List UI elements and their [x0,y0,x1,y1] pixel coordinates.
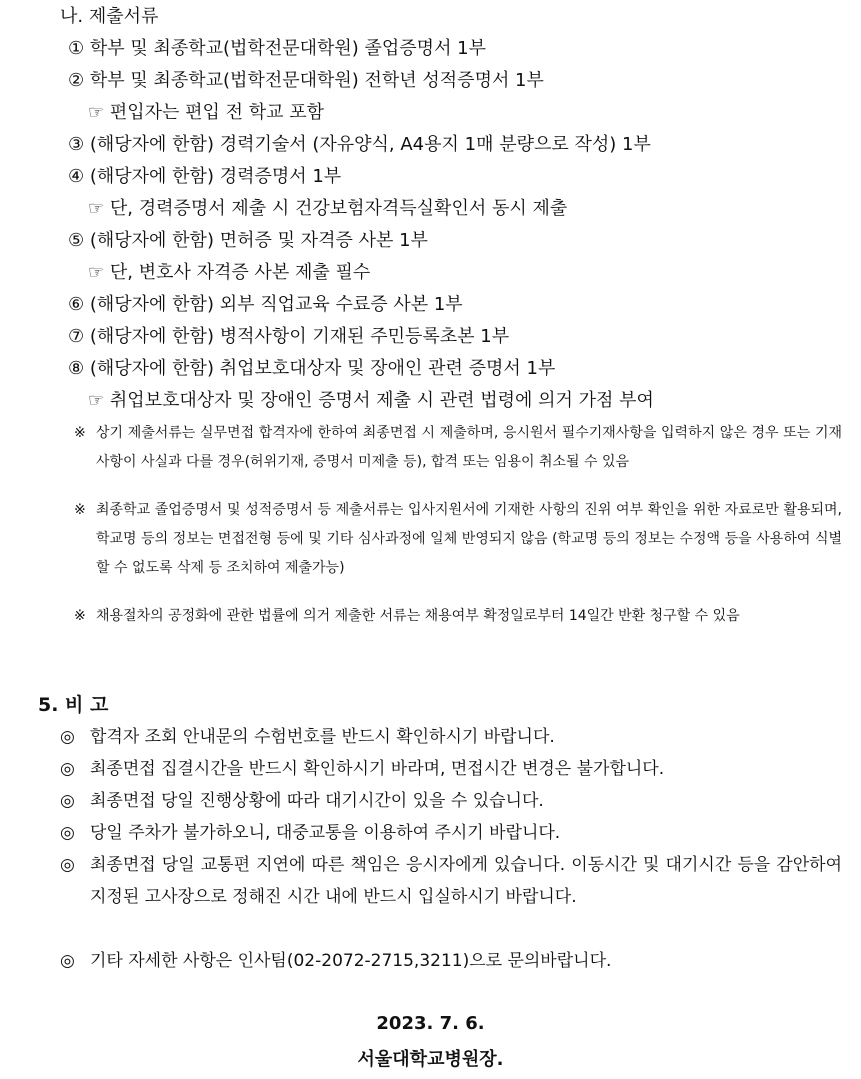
item-text: (해당자에 한함) 취업보호대상자 및 장애인 관련 증명서 1부 [89,358,556,379]
item-text: (해당자에 한함) 면허증 및 자격증 사본 1부 [89,230,428,251]
bullet-mark: ◎ [60,823,75,843]
item-text: (해당자에 한함) 경력기술서 (자유양식, A4용지 1매 분량으로 작성) 1부 [89,134,651,155]
item-3 [68,134,651,156]
bullet-mark: ◎ [60,855,75,875]
item-1 [68,38,486,60]
remark-text: 최종면접 당일 교통편 지연에 따른 책임은 응시자에게 있습니다. 이동시간 및 대기시간 등을 감안하여 지정된 고사장으로 정해진 시간 내에 반드시 입실하시기 바랍니다. [90,855,842,907]
remark-text: 기타 자세한 사항은 인사팀(02-2072-2715,3211)으로 문의바랍니다. [90,951,612,971]
remark-6 [60,945,842,977]
item-4 [68,166,341,188]
note-text: 채용절차의 공정화에 관한 법률에 의거 제출한 서류는 채용여부 확정일로부터 14일간 반환 청구할 수 있음 [96,608,740,624]
remark-text: 최종면접 당일 진행상황에 따라 대기시간이 있을 수 있습니다. [90,791,544,811]
item-number: ⑧ [68,358,85,379]
issuer-name: 서울대학교병원장. [357,1049,504,1070]
remark-5 [60,849,842,913]
item-8 [68,358,555,380]
item-5 [68,230,428,252]
item-text: 학부 및 최종학교(법학전문대학원) 졸업증명서 1부 [89,38,487,59]
item-6 [68,294,463,316]
item-8-subnote: ☞ 취업보호대상자 및 장애인 증명서 제출 시 관련 법령에 의거 가점 부여 [88,390,654,411]
item-5-subnote: ☞ 단, 변호사 자격증 사본 제출 필수 [88,262,371,283]
bullet-mark: ◎ [60,759,75,779]
item-2 [68,70,544,92]
item-text: 학부 및 최종학교(법학전문대학원) 전학년 성적증명서 1부 [89,70,544,91]
item-text: (해당자에 한함) 경력증명서 1부 [89,166,342,187]
bullet-mark: ◎ [60,727,75,747]
item-text: (해당자에 한함) 병적사항이 기재된 주민등록초본 1부 [89,326,510,347]
note-3 [74,602,842,631]
item-number: ③ [68,134,85,155]
reference-mark: ※ [74,608,86,624]
reference-mark: ※ [74,502,86,518]
item-4-subnote: ☞ 단, 경력증명서 제출 시 건강보험자격득실확인서 동시 제출 [88,198,568,219]
item-2-subnote: ☞ 편입자는 편입 전 학교 포함 [88,102,325,123]
item-text: (해당자에 한함) 외부 직업교육 수료증 사본 1부 [89,294,463,315]
note-text: 최종학교 졸업증명서 및 성적증명서 등 제출서류는 입사지원서에 기재한 사항의 진위 여부 확인을 위한 자료로만 활용되며, 학교명 등의 정보는 면접전형 등에 및 기타 심사과정에 일체 반영되지 않음 (학교명 등의 정보는 수정액 등을 사용하여 식별할 수 없도록 삭제 등 조치하여 제출가능) [96,502,842,576]
item-number: ⑥ [68,294,85,315]
item-number: ⑤ [68,230,85,251]
remark-1 [60,721,842,753]
remark-2 [60,753,842,785]
item-number: ② [68,70,85,91]
item-7 [68,326,509,348]
section-5-title: 5. 비 고 [38,694,109,716]
reference-mark: ※ [74,425,86,441]
remark-text: 최종면접 집결시간을 반드시 확인하시기 바라며, 면접시간 변경은 불가합니다. [90,759,665,779]
remark-text: 합격자 조회 안내문의 수험번호를 반드시 확인하시기 바랍니다. [90,727,555,747]
issue-date: 2023. 7. 6. [376,1013,485,1034]
note-text: 상기 제출서류는 실무면접 합격자에 한하여 최종면접 시 제출하며, 응시원서 필수기재사항을 입력하지 않은 경우 또는 기재사항이 사실과 다를 경우(허위기재, 증명서 미제출 등), 합격 또는 임용이 취소될 수 있음 [96,425,842,470]
section-na-title: 나. 제출서류 [60,6,159,27]
remark-3 [60,785,842,817]
remark-4 [60,817,842,849]
bullet-mark: ◎ [60,951,75,971]
note-1 [74,419,842,477]
bullet-mark: ◎ [60,791,75,811]
item-number: ① [68,38,85,59]
item-number: ④ [68,166,85,187]
remark-text: 당일 주차가 불가하오니, 대중교통을 이용하여 주시기 바랍니다. [90,823,561,843]
item-number: ⑦ [68,326,85,347]
note-2 [74,496,842,583]
